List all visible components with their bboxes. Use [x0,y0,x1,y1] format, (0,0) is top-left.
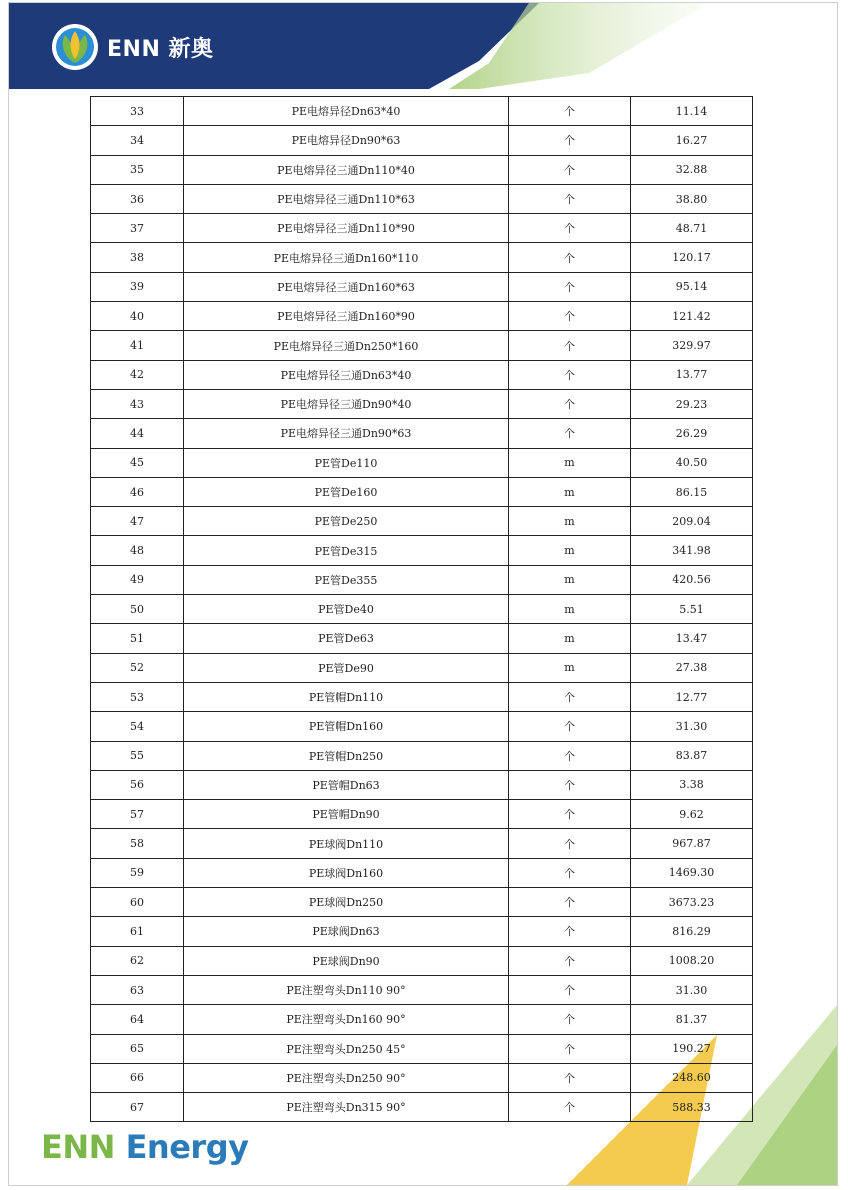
item-unit: 个 [509,1034,631,1063]
row-number: 60 [91,888,184,917]
price-table [90,96,753,1122]
item-unit: 个 [509,243,631,272]
item-unit: 个 [509,360,631,389]
row-number: 67 [91,1093,184,1122]
item-price: 816.29 [631,917,753,946]
item-name: PE管帽Dn110 [184,682,509,711]
table-row [91,214,753,243]
table-row [91,507,753,536]
item-price: 27.38 [631,653,753,682]
item-price: 13.77 [631,360,753,389]
item-price: 31.30 [631,975,753,1004]
item-unit: 个 [509,419,631,448]
item-name: PE管De250 [184,507,509,536]
item-price: 40.50 [631,448,753,477]
item-name: PE管De63 [184,624,509,653]
table-row [91,595,753,624]
row-number: 37 [91,214,184,243]
item-unit: 个 [509,389,631,418]
table-row [91,536,753,565]
row-number: 46 [91,477,184,506]
row-number: 35 [91,155,184,184]
item-unit: 个 [509,272,631,301]
item-price: 121.42 [631,302,753,331]
item-price: 13.47 [631,624,753,653]
item-unit: 个 [509,888,631,917]
item-unit: m [509,565,631,594]
table-row [91,946,753,975]
item-price: 86.15 [631,477,753,506]
row-number: 44 [91,419,184,448]
item-unit: m [509,448,631,477]
item-name: PE管帽Dn63 [184,770,509,799]
table-row [91,829,753,858]
table-row [91,389,753,418]
row-number: 51 [91,624,184,653]
item-unit: 个 [509,770,631,799]
row-number: 45 [91,448,184,477]
item-price: 11.14 [631,97,753,126]
item-price: 83.87 [631,741,753,770]
item-unit: m [509,595,631,624]
item-name: PE管帽Dn250 [184,741,509,770]
table-row [91,302,753,331]
item-unit: 个 [509,946,631,975]
table-row [91,448,753,477]
item-price: 248.60 [631,1063,753,1092]
item-unit: 个 [509,1005,631,1034]
item-unit: m [509,477,631,506]
row-number: 39 [91,272,184,301]
row-number: 64 [91,1005,184,1034]
item-name: PE电熔异径三通Dn90*40 [184,389,509,418]
item-name: PE电熔异径三通Dn110*63 [184,184,509,213]
item-unit: 个 [509,858,631,887]
item-name: PE球阀Dn110 [184,829,509,858]
item-unit: 个 [509,741,631,770]
item-price: 38.80 [631,184,753,213]
table-row [91,712,753,741]
row-number: 58 [91,829,184,858]
item-price: 16.27 [631,126,753,155]
table-row [91,331,753,360]
enn-emblem-icon [51,23,99,71]
row-number: 48 [91,536,184,565]
row-number: 56 [91,770,184,799]
item-price: 26.29 [631,419,753,448]
item-name: PE电熔异径三通Dn90*63 [184,419,509,448]
item-price: 32.88 [631,155,753,184]
item-name: PE注塑弯头Dn160 90° [184,1005,509,1034]
row-number: 62 [91,946,184,975]
item-price: 1008.20 [631,946,753,975]
item-name: PE管帽Dn90 [184,800,509,829]
item-name: PE电熔异径三通Dn110*40 [184,155,509,184]
item-name: PE注塑弯头Dn110 90° [184,975,509,1004]
table-row [91,477,753,506]
item-unit: 个 [509,302,631,331]
item-name: PE球阀Dn90 [184,946,509,975]
table-row [91,1063,753,1092]
brand-name: ENN 新奥 [107,36,214,62]
table-row [91,419,753,448]
item-name: PE电熔异径三通Dn250*160 [184,331,509,360]
item-unit: 个 [509,155,631,184]
table-row [91,682,753,711]
item-price: 120.17 [631,243,753,272]
row-number: 59 [91,858,184,887]
row-number: 41 [91,331,184,360]
item-name: PE管De160 [184,477,509,506]
row-number: 53 [91,682,184,711]
table-row [91,975,753,1004]
item-unit: m [509,536,631,565]
item-unit: 个 [509,126,631,155]
table-row [91,272,753,301]
table-row [91,917,753,946]
item-price: 29.23 [631,389,753,418]
item-unit: 个 [509,214,631,243]
table-row [91,184,753,213]
item-price: 420.56 [631,565,753,594]
item-price: 12.77 [631,682,753,711]
table-row [91,741,753,770]
row-number: 47 [91,507,184,536]
table-row [91,800,753,829]
enn-energy-logo: ENN Energy [41,1128,249,1166]
enn-logo-top [51,23,214,71]
item-price: 31.30 [631,712,753,741]
item-unit: 个 [509,712,631,741]
row-number: 66 [91,1063,184,1092]
row-number: 57 [91,800,184,829]
row-number: 54 [91,712,184,741]
item-name: PE注塑弯头Dn315 90° [184,1093,509,1122]
row-number: 40 [91,302,184,331]
table-row [91,770,753,799]
table-row [91,243,753,272]
item-name: PE球阀Dn160 [184,858,509,887]
item-name: PE管De90 [184,653,509,682]
item-name: PE注塑弯头Dn250 90° [184,1063,509,1092]
table-row [91,1093,753,1122]
row-number: 36 [91,184,184,213]
table-row [91,126,753,155]
row-number: 61 [91,917,184,946]
row-number: 55 [91,741,184,770]
row-number: 38 [91,243,184,272]
item-name: PE注塑弯头Dn250 45° [184,1034,509,1063]
item-price: 588.33 [631,1093,753,1122]
item-name: PE管De110 [184,448,509,477]
row-number: 43 [91,389,184,418]
item-name: PE球阀Dn250 [184,888,509,917]
item-unit: 个 [509,682,631,711]
table-row [91,1034,753,1063]
item-price: 209.04 [631,507,753,536]
item-unit: 个 [509,800,631,829]
item-price: 9.62 [631,800,753,829]
item-price: 3.38 [631,770,753,799]
item-name: PE管De355 [184,565,509,594]
item-unit: m [509,624,631,653]
row-number: 34 [91,126,184,155]
item-unit: 个 [509,97,631,126]
row-number: 33 [91,97,184,126]
item-price: 3673.23 [631,888,753,917]
row-number: 63 [91,975,184,1004]
item-price: 48.71 [631,214,753,243]
item-name: PE电熔异径三通Dn160*63 [184,272,509,301]
item-name: PE电熔异径Dn63*40 [184,97,509,126]
table-row [91,155,753,184]
row-number: 49 [91,565,184,594]
item-unit: 个 [509,1063,631,1092]
item-price: 341.98 [631,536,753,565]
item-unit: 个 [509,917,631,946]
item-price: 81.37 [631,1005,753,1034]
table-row [91,653,753,682]
row-number: 52 [91,653,184,682]
item-unit: 个 [509,1093,631,1122]
item-name: PE管De315 [184,536,509,565]
item-price: 1469.30 [631,858,753,887]
table-row [91,97,753,126]
item-unit: 个 [509,829,631,858]
table-row [91,858,753,887]
row-number: 50 [91,595,184,624]
table-row [91,360,753,389]
item-name: PE管帽Dn160 [184,712,509,741]
item-name: PE电熔异径三通Dn110*90 [184,214,509,243]
item-name: PE球阀Dn63 [184,917,509,946]
item-unit: 个 [509,184,631,213]
item-unit: 个 [509,331,631,360]
item-price: 967.87 [631,829,753,858]
item-price: 95.14 [631,272,753,301]
item-name: PE电熔异径三通Dn160*90 [184,302,509,331]
item-unit: m [509,507,631,536]
item-unit: 个 [509,975,631,1004]
row-number: 65 [91,1034,184,1063]
table-row [91,888,753,917]
item-unit: m [509,653,631,682]
item-price: 5.51 [631,595,753,624]
item-price: 329.97 [631,331,753,360]
table-row [91,1005,753,1034]
item-name: PE电熔异径Dn90*63 [184,126,509,155]
row-number: 42 [91,360,184,389]
item-price: 190.27 [631,1034,753,1063]
table-body [91,97,753,1122]
table-row [91,624,753,653]
item-name: PE电熔异径三通Dn160*110 [184,243,509,272]
item-name: PE管De40 [184,595,509,624]
item-name: PE电熔异径三通Dn63*40 [184,360,509,389]
table-row [91,565,753,594]
